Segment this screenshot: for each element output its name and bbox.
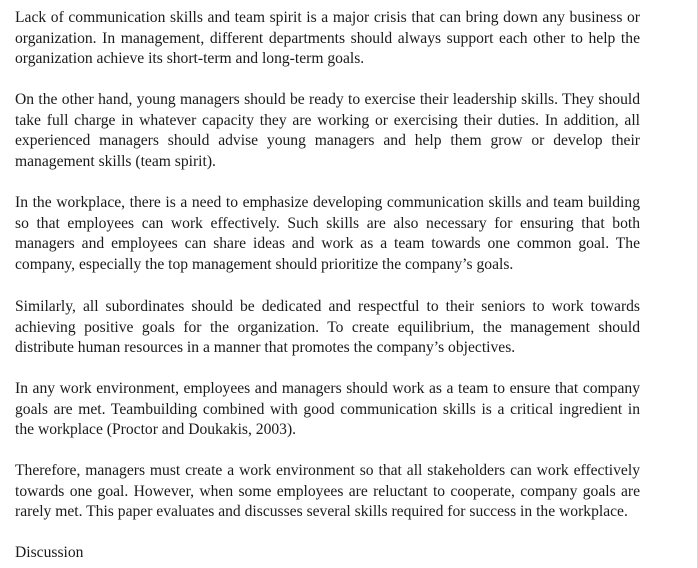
- paragraph-teamwork: In any work environment, employees and managers should work as a team to ensure that company goals are met. Teambuilding combined with good communication skills is a critical ingredient in the workplace (Proctor and Doukakis, 2003).: [15, 380, 640, 438]
- section-heading-discussion: Discussion: [15, 544, 84, 561]
- paragraph-communication-crisis: Lack of communication skills and team spirit is a major crisis that can bring down any business or organization. In management, different departments should always support each other to help the organization achieve its short-term and long-term goals.: [15, 9, 640, 67]
- paragraph-young-managers: On the other hand, young managers should be ready to exercise their leadership skills. They should take full charge in whatever capacity they are working or exercising their duties. In addition, all experienced managers should advise young managers and help them grow or develop their management skills (team spirit).: [15, 91, 640, 170]
- paragraph-subordinates: Similarly, all subordinates should be dedicated and respectful to their seniors to work towards achieving positive goals for the organization. To create equilibrium, the management should distribute human resources in a manner that promotes the company’s objectives.: [15, 298, 640, 356]
- paragraph-conclusion-intro: Therefore, managers must create a work environment so that all stakeholders can work effectively towards one goal. However, when some employees are reluctant to cooperate, company goals are rarely met. This paper evaluates and discusses several skills required for success in the workplace.: [15, 462, 640, 520]
- paragraph-workplace-skills: In the workplace, there is a need to emphasize developing communication skills and team building so that employees can work effectively. Such skills are also necessary for ensuring that both managers and employees can share ideas and work as a team towards one common goal. The company, especially the top management should prioritize the company’s goals.: [15, 194, 640, 273]
